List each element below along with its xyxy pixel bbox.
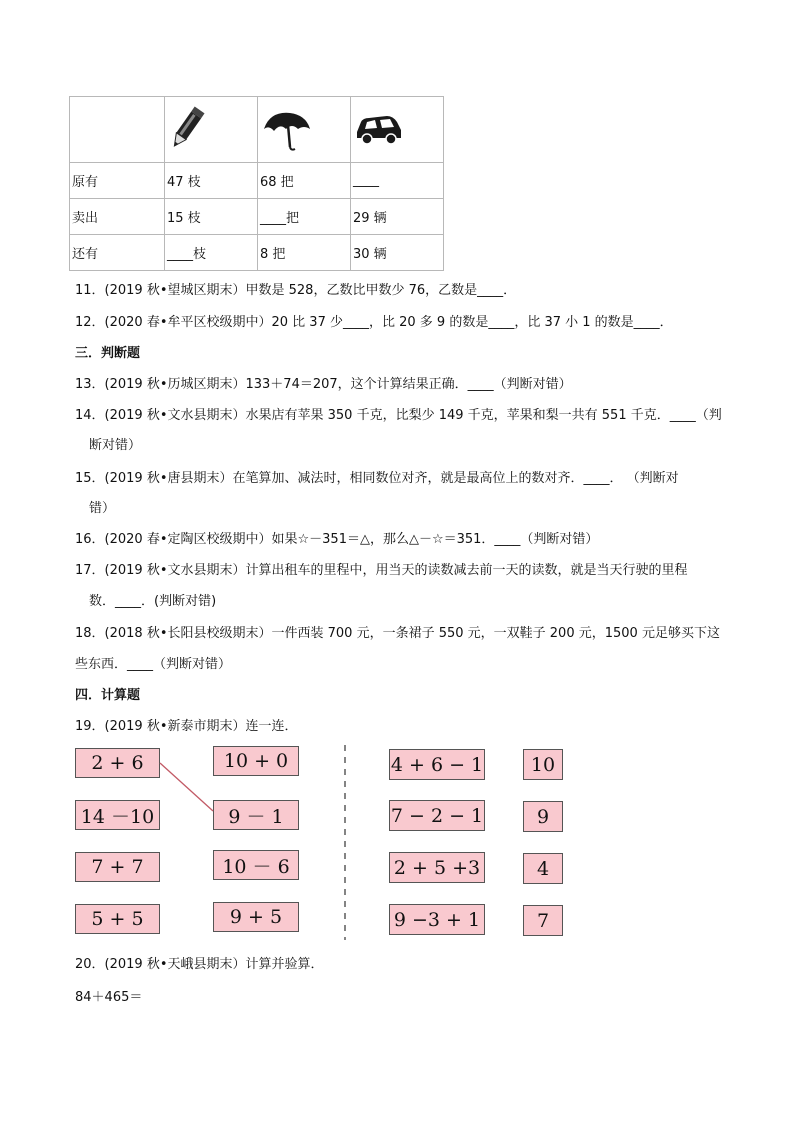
answer-connector-line xyxy=(160,763,213,811)
match-box[interactable]: 10 － 6 xyxy=(213,850,299,880)
match-box[interactable]: 2 + 6 xyxy=(75,748,160,778)
question-14-line1: 14．(2019 秋•文水县期末）水果店有苹果 350 千克，比梨少 149 千克，苹果和梨一共有 551 千克．____（判 xyxy=(75,408,722,423)
table-cell: ____把 xyxy=(258,199,351,235)
row-label: 还有 xyxy=(70,235,165,271)
question-13: 13．(2019 秋•历城区期末）133＋74＝207，这个计算结果正确．____（判断对错） xyxy=(75,377,572,392)
question-18-line1: 18．(2018 秋•长阳县校级期末）一件西装 700 元，一条裙子 550 元，一双鞋子 200 元，1500 元足够买下这 xyxy=(75,626,720,641)
match-box[interactable]: 10 xyxy=(523,749,563,780)
table-cell: 8 把 xyxy=(258,235,351,271)
table-cell: 30 辆 xyxy=(351,235,444,271)
match-box[interactable]: 9 −3 + 1 xyxy=(389,904,485,935)
section-4-heading: 四．计算题 xyxy=(75,688,141,703)
table-cell: 47 枝 xyxy=(165,163,258,199)
question-15-line2: 错） xyxy=(89,501,116,516)
question-19: 19．(2019 秋•新泰市期末）连一连． xyxy=(75,719,298,734)
match-box[interactable]: 10 + 0 xyxy=(213,746,299,776)
table-cell: 68 把 xyxy=(258,163,351,199)
section-3-heading: 三．判断题 xyxy=(75,346,141,361)
question-12: 12．(2020 春•牟平区校级期中）20 比 37 少____，比 20 多 9 的数是____，比 37 小 1 的数是____． xyxy=(75,315,673,330)
question-17-line2: 数．____．(判断对错) xyxy=(89,594,217,609)
table-cell: 15 枝 xyxy=(165,199,258,235)
match-box[interactable]: 7 xyxy=(523,905,563,936)
row-label: 原有 xyxy=(70,163,165,199)
question-14-line2: 断对错） xyxy=(89,438,142,453)
row-label: 卖出 xyxy=(70,199,165,235)
match-box[interactable]: 5 + 5 xyxy=(75,904,160,934)
question-20-expression: 84＋465＝ xyxy=(75,990,143,1005)
table-cell: ____ xyxy=(351,163,444,199)
match-box[interactable]: 7 + 7 xyxy=(75,852,160,882)
table-cell: 29 辆 xyxy=(351,199,444,235)
match-box[interactable]: 4 + 6 − 1 xyxy=(389,749,485,780)
match-box[interactable]: 9 + 5 xyxy=(213,902,299,932)
match-box[interactable]: 14 －10 xyxy=(75,800,160,830)
match-box[interactable]: 9 xyxy=(523,801,563,832)
match-box[interactable]: 7 − 2 − 1 xyxy=(389,800,485,831)
match-box[interactable]: 2 + 5 +3 xyxy=(389,852,485,883)
question-16: 16．(2020 春•定陶区校级期中）如果☆－351＝△，那么△－☆＝351．____（判断对错） xyxy=(75,532,599,547)
question-20: 20．(2019 秋•天峨县期末）计算并验算． xyxy=(75,957,324,972)
question-11: 11．(2019 秋•望城区期末）甲数是 528，乙数比甲数少 76，乙数是____． xyxy=(75,283,517,298)
table-cell: ____枝 xyxy=(165,235,258,271)
question-17-line1: 17．(2019 秋•文水县期末）计算出租车的里程中，用当天的读数减去前一天的读数，就是当天行驶的里程 xyxy=(75,563,688,578)
question-15-line1: 15．(2019 秋•唐县期末）在笔算加、减法时，相同数位对齐，就是最高位上的数对齐．____． （判断对 xyxy=(75,471,679,486)
question-18-line2: 些东西．____（判断对错） xyxy=(75,657,232,672)
match-box[interactable]: 4 xyxy=(523,853,563,884)
match-box[interactable]: 9 － 1 xyxy=(213,800,299,830)
